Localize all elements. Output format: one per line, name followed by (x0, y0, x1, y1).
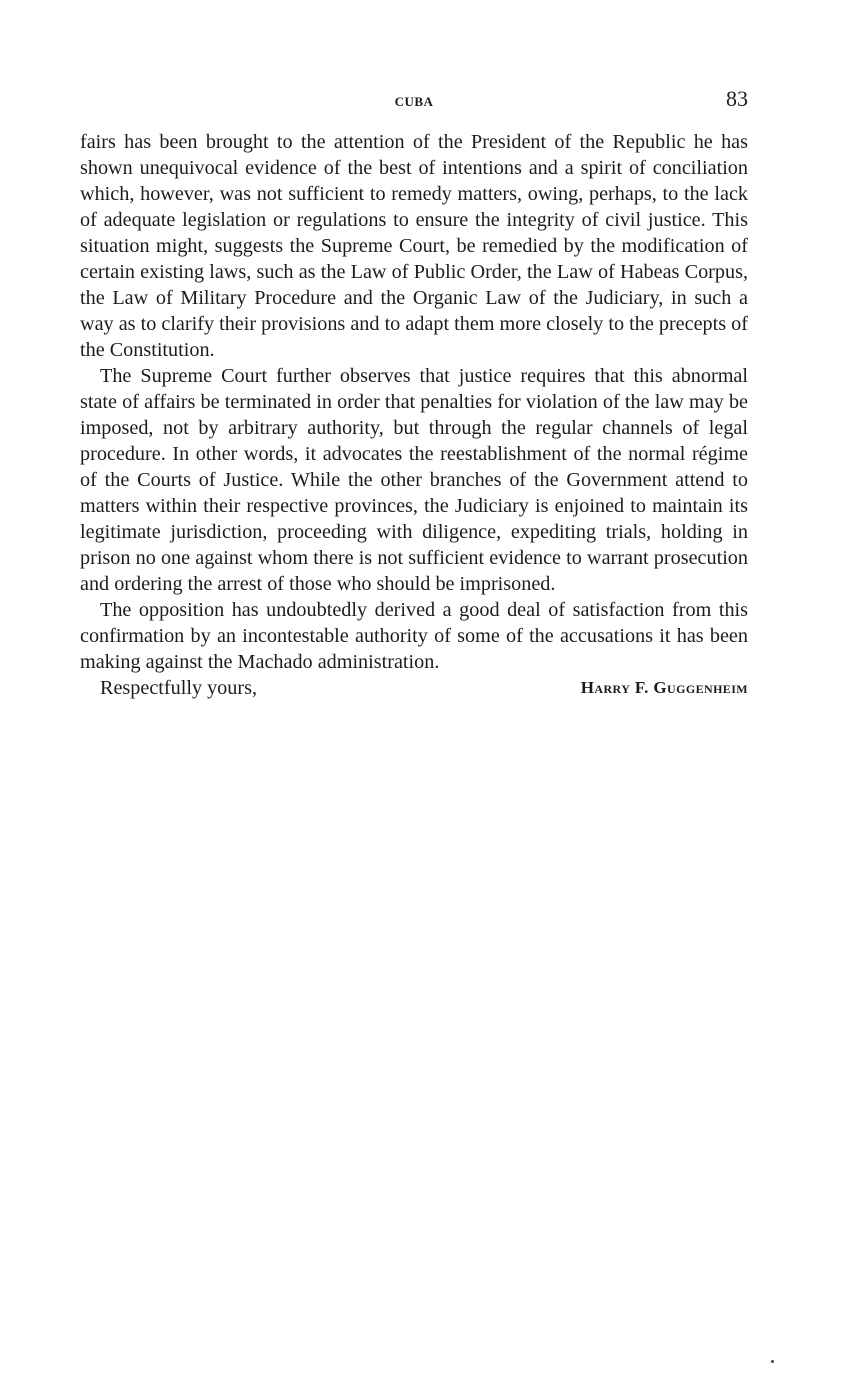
signature: Harry F. Guggenheim (580, 678, 748, 697)
running-head (80, 88, 748, 120)
body-text (80, 129, 748, 701)
paragraph-continuation: fairs has been brought to the attention of the President of the Republic he has shown unequivocal evidence of the best of intentions and a spirit of conciliation which, however, was not sufficient to remedy matters, owing, perhaps, to the lack of adequate legislation or regulations to ensure the integrity of civil justice. This situation might, suggests the Supreme Court, be remedied by the modification of certain existing laws, such as the Law of Public Order, the Law of Habeas Corpus, the Law of Military Procedure and the Organic Law of the Judiciary, in such a way as to clarify their provisions and to adapt them more closely to the precepts of the Constitution. (80, 131, 748, 361)
paragraph-opposition: The opposition has undoubtedly derived a good deal of satisfaction from this confirmation by an incontestable authority of some of the accusations it has been making against the Machado administration. (80, 599, 748, 673)
running-title: CUBA (394, 94, 434, 109)
letter-closing (80, 675, 748, 701)
paragraph-supreme-court: The Supreme Court further observes that justice requires that this abnormal state of affairs be terminated in order that penalties for violation of the law may be imposed, not by arbitrary authority, but through the regular channels of legal procedure. In other words, it advocates the reestablishment of the normal régime of the Courts of Justice. While the other branches of the Government attend to matters within their respective provinces, the Judiciary is enjoined to maintain its legitimate jurisdiction, proceeding with diligence, expediting trials, holding in prison no one against whom there is not sufficient evidence to warrant prosecution and ordering the arrest of those who should be imprisoned. (80, 365, 748, 595)
salutation: Respectfully yours, (100, 677, 257, 699)
document-page (80, 88, 748, 701)
print-speck (771, 1360, 774, 1363)
page-number: 83 (726, 86, 748, 111)
